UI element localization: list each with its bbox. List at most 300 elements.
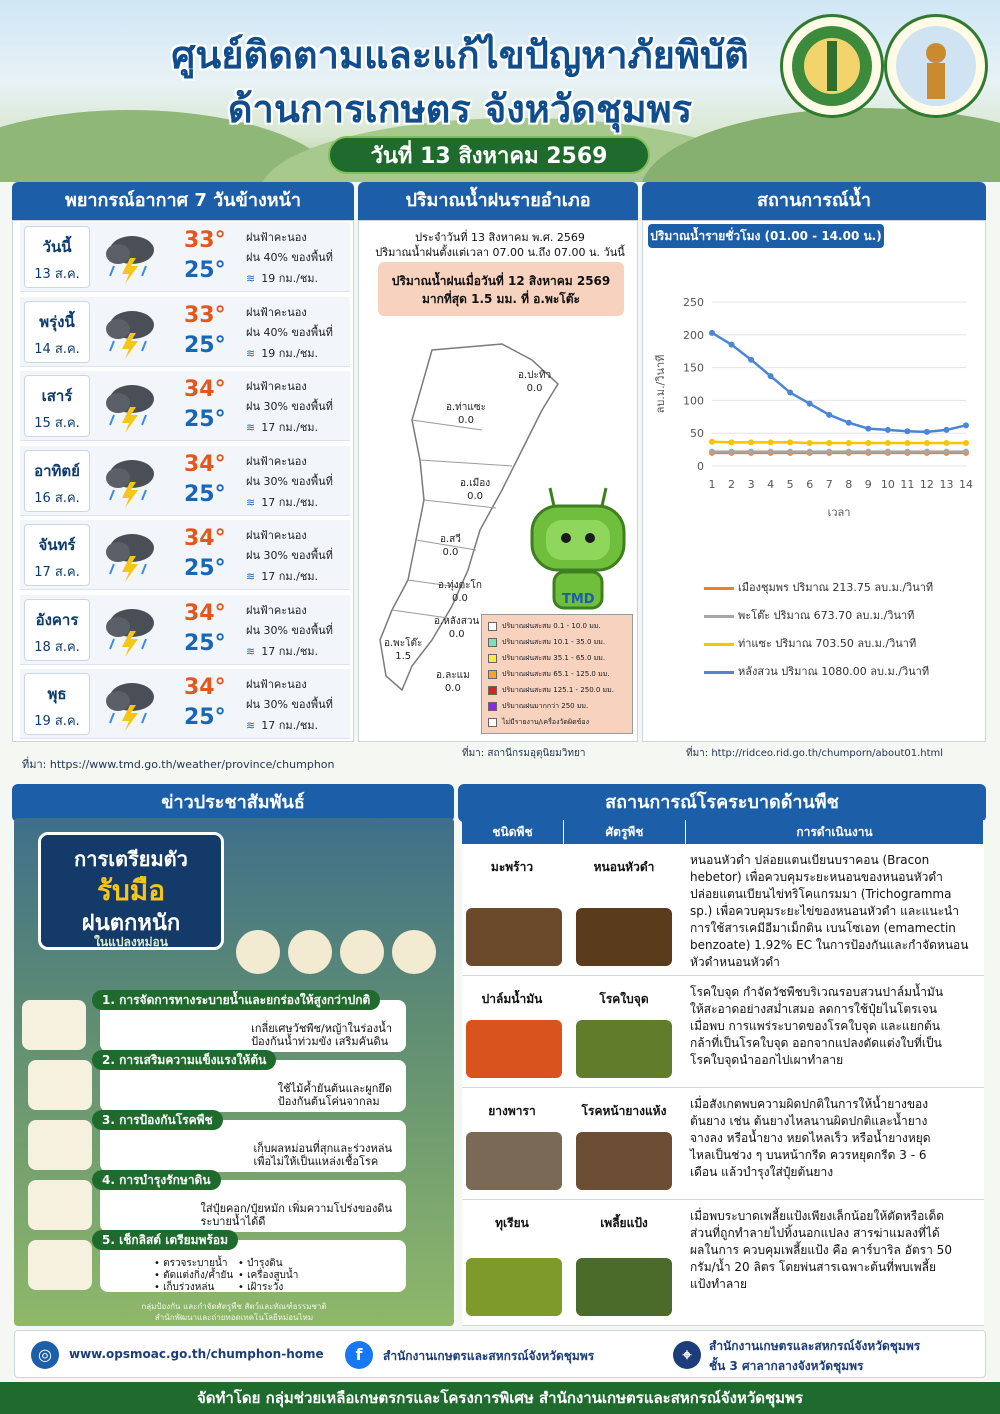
action-description	[690, 984, 978, 1069]
x-tick-label: 14	[959, 478, 973, 491]
rain-chance: ฝน 30% ของพื้นที่	[246, 549, 333, 562]
temp-high: 33°	[184, 228, 226, 253]
legend-series-name: หลังสวน ปริมาณ 1080.00 ลบ.ม./วินาที	[738, 665, 930, 678]
temp-low: 25°	[184, 407, 226, 432]
series-point	[904, 428, 910, 434]
news-step-icon	[28, 1120, 92, 1170]
website-link[interactable]: www.opsmoac.go.th/chumphon-home	[69, 1347, 324, 1361]
weather-day-box	[24, 450, 90, 512]
weather-day-row	[20, 669, 350, 739]
wind-row	[246, 418, 318, 436]
y-axis-label: ลบ.ม./วินาที	[654, 354, 667, 414]
weather-day-box	[24, 599, 90, 661]
series-point	[963, 422, 969, 428]
table-row	[462, 844, 984, 976]
action-description-line: การใช้สารเคมีอีมาเม็กติน เบนโซเอท (emamectin	[690, 921, 956, 935]
series-point	[748, 449, 754, 455]
legend-series-name: พะโต๊ะ ปริมาณ 673.70 ลบ.ม./วินาที	[738, 609, 915, 622]
news-step-text	[253, 1142, 392, 1168]
legend-series-name: เมืองชุมพร ปริมาณ 213.75 ลบ.ม./วินาที	[738, 581, 934, 594]
x-tick-label: 10	[880, 478, 895, 491]
column-header-plant: ชนิดพืช	[462, 820, 564, 844]
y-tick-label: 50	[690, 427, 704, 441]
district-rainfall: 0.0	[458, 415, 474, 426]
y-tick-label: 200	[683, 328, 704, 342]
thunderstorm-cloud-icon	[102, 603, 158, 657]
temp-high: 34°	[184, 600, 226, 626]
series-point	[807, 401, 813, 407]
wind-row	[246, 344, 318, 362]
y-tick-label: 150	[683, 361, 704, 375]
series-point	[787, 449, 793, 455]
checklist-item: • บำรุงดิน	[238, 1258, 283, 1269]
news-step-text	[251, 1022, 392, 1048]
mascot-label: TMD	[562, 592, 595, 607]
news-step-text	[201, 1202, 393, 1228]
news-step-title: 4. การบำรุงรักษาดิน	[92, 1170, 221, 1190]
action-description-line: กรัม/น้ำ 20 ลิตร โดยพ่นสารเฉพาะต้นที่พบเพลี้ย	[690, 1260, 936, 1274]
legend-label: ปริมาณฝนสะสม 0.1 - 10.0 มม.	[502, 622, 601, 630]
action-description-line: เมื่อสังเกตพบความผิดปกติในการให้น้ำยางของ	[690, 1097, 929, 1111]
legend-label: ปริมาณฝนมากกว่า 250 มม.	[502, 702, 589, 710]
y-tick-label: 100	[683, 394, 704, 408]
weather-day-row	[20, 297, 350, 367]
weather-day-box	[24, 673, 90, 735]
x-tick-label: 5	[786, 478, 794, 491]
weather-day-box	[24, 226, 90, 288]
thunderstorm-cloud-icon	[102, 230, 158, 284]
action-description	[690, 852, 978, 971]
pest-photo	[576, 1132, 672, 1190]
series-point	[904, 449, 910, 455]
news-step-text-line: ใส่ปุ๋ยคอก/ปุ๋ยหมัก เพิ่มความโปร่งของดิน	[200, 1202, 392, 1215]
series-point	[943, 427, 949, 433]
series-point	[885, 440, 891, 446]
plant-name: ปาล์มน้ำมัน	[481, 992, 543, 1006]
action-description-line: ส่วนที่ถูกทำลายไปทิ้งนอกแปลง สารฆ่าแมลงที่ได้	[690, 1226, 940, 1240]
thunderstorm-cloud-icon	[102, 454, 158, 508]
ministry-seal-icon	[780, 14, 884, 118]
checklist-item: • เก็บร่วงหล่น	[154, 1282, 215, 1293]
x-tick-label: 7	[825, 478, 833, 491]
x-tick-label: 4	[767, 478, 775, 491]
temp-low: 25°	[184, 481, 226, 507]
news-footnote: สำนักพัฒนาและถ่ายทอดเทคโนโลยีหม่อนไหม	[154, 1313, 314, 1322]
legend-swatch	[488, 654, 497, 663]
pest-name: โรคหน้ายางแห้ง	[581, 1104, 667, 1118]
legend-entry	[704, 634, 916, 652]
temp-low: 25°	[184, 630, 226, 656]
weather-heading: พยากรณ์อากาศ 7 วันข้างหน้า	[12, 182, 354, 220]
news-title-line: ฝนตกหนัก	[81, 911, 181, 936]
weather-day-name: พุธ	[47, 685, 67, 703]
rain-time-line: ปริมาณน้ำฝนตั้งแต่เวลา 07.00 น.ถึง 07.00 น. วันนี้	[375, 246, 625, 259]
action-description-line: ผลในการ ควบคุมเพลี้ยแป้ง คือ คาร์บาริล อัตรา 50	[690, 1243, 952, 1257]
series-point	[924, 449, 930, 455]
wind-speed: 19 กม./ชม.	[261, 272, 319, 285]
x-tick-label: 12	[919, 478, 934, 491]
news-step-text-line: เกลี่ยเศษวัชพืช/หญ้าในร่องน้ำ	[251, 1022, 392, 1035]
page-title: ศูนย์ติดตามและแก้ไขปัญหาภัยพิบัติ	[171, 33, 749, 77]
action-description-line: ต้นยาง เช่น ต้นยางไหลนานผิดปกติและน้ำยาง	[690, 1114, 928, 1128]
pest-name: โรคใบจุด	[599, 992, 649, 1006]
district-label	[434, 614, 479, 640]
weather-description: ฝนฟ้าคะนอง	[246, 603, 307, 617]
plant-photo	[466, 1020, 562, 1078]
pest-table	[462, 820, 984, 1326]
legend-swatch	[488, 718, 497, 727]
district-name: อ.สวี	[440, 534, 461, 545]
news-title-line: การเตรียมตัว	[74, 847, 188, 871]
series-point	[729, 449, 735, 455]
district-rainfall: 0.0	[442, 547, 459, 558]
news-step-text-line: เพื่อไม่ให้เป็นแหล่งเชื้อโรค	[253, 1155, 379, 1168]
legend-label: ปริมาณฝนสะสม 35.1 - 65.0 มม.	[502, 654, 606, 662]
action-description-line: โรคใบจุดนำออกไปเผาทำลาย	[690, 1053, 844, 1067]
rain-heading: ปริมาณน้ำฝนรายอำเภอ	[358, 182, 638, 220]
pest-photo	[576, 908, 672, 966]
weather-day-row	[20, 371, 350, 441]
wind-icon: ≋	[246, 570, 256, 583]
plant-photo	[466, 1132, 562, 1190]
district-rainfall: 0.0	[452, 593, 468, 604]
action-description-line: เมื่อพบระบาดเพลี้ยแป้งเพียงเล็กน้อยให้ตัดหรือเด็ด	[690, 1209, 945, 1223]
series-point	[826, 440, 832, 446]
x-tick-label: 13	[939, 478, 954, 491]
action-description-line: กล้าที่เป็นโรคใบจุด ออกจากแปลงตัดแต่งใบที่เป็น	[690, 1036, 942, 1050]
news-icons-row	[236, 930, 436, 980]
series-line	[712, 333, 966, 432]
wind-speed: 19 กม./ชม.	[261, 346, 319, 360]
weather-day-row	[20, 520, 350, 590]
address-line: ชั้น 3 ศาลากลางจังหวัดชุมพร	[709, 1359, 864, 1373]
news-step-title: 1. การจัดการทางระบายน้ำและยกร่องให้สูงกว่าปกติ	[92, 990, 380, 1010]
legend-line-swatch	[704, 587, 734, 590]
plant-name: ทุเรียน	[495, 1216, 529, 1230]
news-heading: ข่าวประชาสัมพันธ์	[12, 784, 454, 822]
action-description-line: sp.) เพื่อควบคุมระยะไข่ของหนอนหัวดำ และแนะนำ	[690, 904, 959, 918]
weather-description: ฝนฟ้าคะนอง	[246, 231, 307, 244]
temp-high: 34°	[184, 451, 226, 477]
district-name: อ.พะโต๊ะ	[384, 638, 423, 649]
district-rainfall: 1.5	[395, 651, 412, 662]
table-row	[462, 1200, 984, 1326]
action-description-line: หัวดำหนอนหัวดำ	[690, 955, 780, 969]
pest-photo	[576, 1258, 672, 1316]
weather-description: ฝนฟ้าคะนอง	[246, 529, 307, 542]
legend-entry	[704, 578, 933, 596]
x-tick-label: 11	[900, 478, 915, 491]
weather-description: ฝนฟ้าคะนอง	[246, 454, 307, 468]
action-description-line: ไหลเป็นช่วง ๆ บนหน้ากรีด ควรหยุดกรีด 3 - 6	[690, 1148, 927, 1162]
y-tick-label: 0	[697, 460, 704, 473]
facebook-link[interactable]: สำนักงานเกษตรและสหกรณ์จังหวัดชุมพร	[383, 1349, 595, 1363]
legend-swatch	[488, 702, 497, 711]
shovel-icon	[288, 930, 332, 974]
legend-entry	[704, 606, 914, 624]
wind-icon: ≋	[246, 644, 256, 658]
y-tick-label: 250	[683, 296, 704, 309]
wind-speed: 17 กม./ชม.	[261, 495, 319, 509]
x-tick-label: 9	[864, 478, 872, 491]
column-header-pest: ศัตรูพืช	[564, 820, 686, 844]
series-point	[768, 449, 774, 455]
district-label	[436, 668, 470, 694]
district-rainfall: 0.0	[467, 491, 483, 502]
news-step-icon	[28, 1240, 92, 1290]
wind-row	[246, 567, 318, 585]
action-description-line: ปล่อยแตนเบียนไข่ทริโคแกรมมา (Trichogramma	[690, 887, 952, 901]
x-axis-label: เวลา	[827, 506, 851, 519]
weather-day-date: 14 ส.ค.	[34, 341, 80, 357]
province-seal-icon	[884, 14, 988, 118]
water-heading: สถานการณ์น้ำ	[642, 182, 986, 220]
temp-high: 34°	[184, 377, 226, 402]
weather-day-date: 13 ส.ค.	[34, 267, 80, 282]
wind-icon: ≋	[246, 719, 256, 732]
action-description-line: โรคใบจุด กำจัดวัชพืชบริเวณรอบสวนปาล์มน้ำมัน	[690, 985, 944, 999]
globe-icon: ◎	[31, 1341, 59, 1369]
rain-chance: ฝน 40% ของพื้นที่	[246, 325, 333, 339]
legend-entry	[704, 662, 929, 680]
series-point	[709, 330, 715, 336]
weather-description: ฝนฟ้าคะนอง	[246, 305, 307, 319]
weather-day-row	[20, 446, 350, 516]
legend-label: ปริมาณฝนสะสม 65.1 - 125.0 มม.	[502, 670, 610, 678]
news-step-icon	[22, 1000, 86, 1050]
series-point	[729, 342, 735, 348]
x-tick-label: 3	[747, 478, 755, 491]
wind-icon: ≋	[246, 272, 256, 285]
rain-chance: ฝน 30% ของพื้นที่	[246, 474, 333, 488]
series-point	[748, 439, 754, 445]
news-title-line: ในแปลงหม่อน	[94, 935, 168, 949]
action-description	[690, 1208, 978, 1293]
wind-icon: ≋	[246, 421, 256, 434]
news-footnote: กลุ่มป้องกัน และกำจัดศัตรูพืช สัตว์และทัณฑ์ธรรมชาติ	[141, 1302, 327, 1311]
series-point	[904, 440, 910, 446]
district-name: อ.ละแม	[436, 670, 470, 681]
series-point	[768, 439, 774, 445]
weather-day-name: วันนี้	[42, 238, 72, 256]
rain-date-line: ประจำวันที่ 13 สิงหาคม พ.ศ. 2569	[415, 231, 585, 244]
legend-swatch	[488, 670, 497, 679]
pest-photo	[576, 1020, 672, 1078]
temp-low: 25°	[184, 332, 226, 358]
checklist-item: • เครื่องสูบน้ำ	[238, 1270, 299, 1281]
district-name: อ.เมือง	[460, 478, 491, 489]
legend-line-swatch	[704, 671, 734, 674]
news-step-text-line: ป้องกันต้นโค่นจากลม	[277, 1095, 380, 1108]
district-name: อ.หลังสวน	[434, 616, 480, 627]
series-point	[729, 439, 735, 445]
weather-day-date: 16 ส.ค.	[34, 490, 80, 506]
news-step-text-line: เก็บผลหม่อนที่สุกและร่วงหล่น	[253, 1142, 392, 1155]
page-subtitle: ด้านการเกษตร จังหวัดชุมพร	[227, 87, 693, 131]
rain-legend	[481, 614, 633, 734]
table-row	[462, 1088, 984, 1200]
action-description-line: hebetor) เพื่อควบคุมระยะหนอนของหนอนหัวดำ	[690, 870, 943, 884]
thunderstorm-cloud-icon	[102, 379, 158, 433]
series-point	[963, 449, 969, 455]
action-description-line: benzoate) 1.92% EC ในการป้องกันและกำจัดหนอน	[690, 938, 969, 952]
temp-low: 25°	[184, 258, 226, 283]
news-step-text-line: ใช้ไม้ค้ำยันต้นและผูกยึด	[277, 1082, 392, 1095]
weather-day-name: จันทร์	[38, 536, 76, 554]
news-poster	[14, 818, 454, 1326]
action-description-line: ให้สะอาดอย่างสม่ำเสมอ ลดการใช้ปุ๋ยไนโตรเจน	[690, 1002, 937, 1016]
address-line: สำนักงานเกษตรและสหกรณ์จังหวัดชุมพร	[709, 1339, 921, 1353]
plant-name: ยางพารา	[488, 1104, 536, 1118]
series-point	[924, 440, 930, 446]
temp-high: 34°	[184, 526, 226, 551]
weather-day-name: พรุ่งนี้	[39, 312, 75, 331]
wind-speed: 17 กม./ชม.	[261, 719, 319, 732]
district-name: อ.ปะทิว	[518, 370, 552, 381]
wind-speed: 17 กม./ชม.	[261, 644, 319, 658]
wind-row	[246, 642, 318, 660]
news-step-text-line: ระบายน้ำได้ดี	[200, 1215, 266, 1228]
action-description-line: เดือน แล้วบำรุงใส่ปุ๋ยต้นยาง	[690, 1165, 834, 1179]
series-point	[709, 449, 715, 455]
action-description-line: จางลง หรือน้ำยาง หยดไหลเร็ว หรือน้ำยางหยุด	[690, 1131, 931, 1145]
plant-photo	[466, 908, 562, 966]
series-point	[748, 357, 754, 363]
district-name: อ.ท่าแซะ	[446, 402, 486, 413]
legend-label: ปริมาณฝนสะสม 125.1 - 250.0 มม.	[502, 686, 615, 694]
wind-icon: ≋	[246, 495, 256, 509]
series-point	[963, 440, 969, 446]
news-step-text-line: ป้องกันน้ำท่วมขัง เสริมคันดิน	[251, 1035, 389, 1048]
series-point	[924, 429, 930, 435]
series-point	[943, 449, 949, 455]
weather-day-date: 18 ส.ค.	[34, 639, 80, 655]
series-point	[846, 449, 852, 455]
x-tick-label: 6	[806, 478, 814, 491]
weather-day-box	[24, 524, 90, 586]
district-label	[460, 476, 490, 502]
wind-row	[246, 493, 318, 511]
series-point	[709, 439, 715, 445]
legend-swatch	[488, 622, 497, 631]
water-source: ที่มา: http://ridceo.rid.go.th/chumporn/about01.html	[686, 748, 944, 759]
column-header-action: การดำเนินงาน	[686, 820, 984, 844]
series-point	[865, 426, 871, 432]
legend-line-swatch	[704, 643, 734, 646]
rain-chance: ฝน 30% ของพื้นที่	[246, 698, 333, 711]
series-point	[885, 449, 891, 455]
plant-photo	[466, 1258, 562, 1316]
checklist-item: • ตัดแต่งกิ่ง/ค้ำยัน	[154, 1270, 234, 1281]
series-point	[826, 412, 832, 418]
district-rainfall: 0.0	[448, 629, 465, 640]
weather-day-date: 17 ส.ค.	[34, 565, 80, 580]
pest-name: เพลี้ยแป้ง	[600, 1216, 648, 1230]
news-step-icon	[28, 1180, 92, 1230]
weather-day-date: 15 ส.ค.	[34, 416, 80, 431]
action-description-line: หนอนหัวดำ ปล่อยแตนเบียนบราคอน (Bracon	[690, 853, 930, 867]
weather-description: ฝนฟ้าคะนอง	[246, 678, 307, 691]
footer-credit: จัดทำโดย กลุ่มช่วยเหลือเกษตรกรและโครงการพิเศษ สำนักงานเกษตรและสหกรณ์จังหวัดชุมพร	[0, 1382, 1000, 1414]
temp-high: 34°	[184, 675, 226, 700]
district-name: อ.ทุ่งตะโก	[438, 580, 482, 591]
series-point	[787, 390, 793, 396]
series-point	[846, 420, 852, 426]
action-description-line: แป้งทำลาย	[690, 1277, 747, 1291]
rain-highlight-box	[378, 262, 624, 316]
weather-day-box	[24, 301, 90, 363]
series-point	[807, 440, 813, 446]
pest-heading: สถานการณ์โรคระบาดด้านพืช	[458, 784, 986, 822]
weather-day-name: อาทิตย์	[34, 461, 80, 480]
news-title-card	[38, 832, 224, 950]
wind-speed: 17 กม./ชม.	[261, 421, 319, 434]
pest-name: หนอนหัวดำ	[593, 860, 655, 874]
district-rainfall: 0.0	[444, 683, 461, 694]
x-tick-label: 2	[728, 478, 736, 491]
rain-chance: ฝน 40% ของพื้นที่	[246, 251, 333, 264]
district-label	[438, 578, 482, 604]
rain-chance: ฝน 30% ของพื้นที่	[246, 623, 333, 637]
weather-day-row	[20, 222, 350, 292]
news-step-title: 5. เช็กลิสต์ เตรียมพร้อม	[92, 1230, 238, 1250]
legend-series-name: ท่าแซะ ปริมาณ 703.50 ลบ.ม./วินาที	[738, 637, 917, 650]
weather-day-row	[20, 595, 350, 665]
legend-label: ไม่มีรายงาน/เครื่องวัดผิดข้อง	[502, 718, 590, 726]
series-point	[787, 439, 793, 445]
temp-high: 33°	[184, 302, 226, 328]
district-label	[384, 636, 422, 662]
water-chart-caption: ปริมาณน้ำรายชั่วโมง (01.00 - 14.00 น.)	[648, 224, 884, 248]
date-banner: วันที่ 13 สิงหาคม 2569	[328, 136, 650, 174]
table-row	[462, 976, 984, 1088]
series-point	[865, 449, 871, 455]
series-point	[826, 449, 832, 455]
thunderstorm-cloud-icon	[102, 528, 158, 582]
news-step-text	[278, 1082, 392, 1108]
weather-description: ฝนฟ้าคะนอง	[246, 380, 307, 393]
tree-icon	[236, 930, 280, 974]
legend-line-swatch	[704, 615, 734, 618]
weather-day-box	[24, 375, 90, 437]
district-label	[440, 532, 461, 558]
thunderstorm-cloud-icon	[102, 677, 158, 731]
temp-low: 25°	[184, 705, 226, 730]
header-banner	[0, 0, 1000, 182]
wind-speed: 17 กม./ชม.	[261, 570, 319, 583]
district-rainfall: 0.0	[526, 383, 543, 394]
legend-label: ปริมาณฝนสะสม 10.1 - 35.0 มม.	[502, 638, 606, 646]
series-point	[865, 440, 871, 446]
rain-highlight-line: มากที่สุด 1.5 มม. ที่ อ.พะโต๊ะ	[421, 292, 580, 306]
series-point	[807, 449, 813, 455]
series-point	[885, 427, 891, 433]
wind-row	[246, 269, 318, 287]
rain-source: ที่มา: สถานีกรมอุตุนิยมวิทยา	[462, 748, 586, 759]
weather-day-name: อังคาร	[35, 610, 79, 629]
checklist-item: • ตรวจระบายน้ำ	[154, 1258, 228, 1269]
location-pin-icon: ⌖	[673, 1341, 701, 1369]
facebook-icon: f	[345, 1341, 373, 1369]
legend-swatch	[488, 638, 497, 647]
weather-day-date: 19 ส.ค.	[34, 714, 80, 729]
action-description	[690, 1096, 978, 1181]
wind-row	[246, 716, 318, 734]
wind-icon: ≋	[246, 346, 256, 360]
water-level-chart	[646, 290, 982, 530]
x-tick-label: 1	[708, 478, 716, 491]
district-label	[446, 400, 486, 426]
